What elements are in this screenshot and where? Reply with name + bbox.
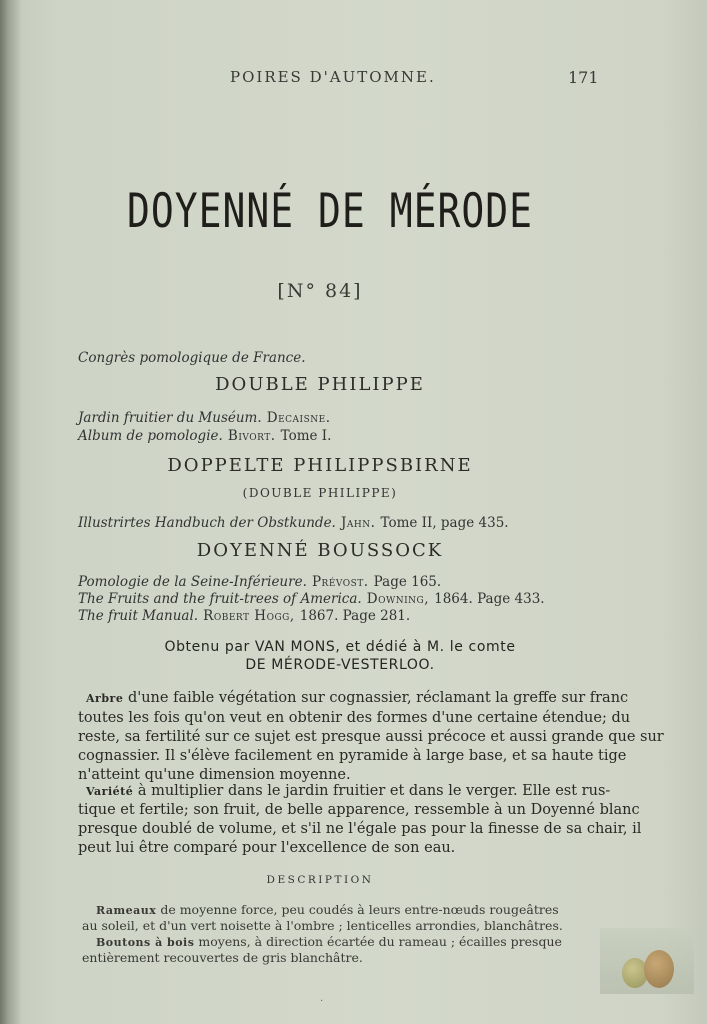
source-work: Pomologie de la Seine-Inférieure. — [78, 574, 307, 590]
synonym-source — [78, 605, 410, 624]
runin-label: Variété — [86, 785, 134, 798]
paragraph-line: tique et fertile; son fruit, de belle apparence, ressemble à un Doyenné blanc — [78, 802, 640, 818]
source-author: Decaisne. — [266, 410, 331, 426]
paragraph-line: cognassier. Il s'élève facilement en pyramide à large base, et sa haute tige — [78, 748, 627, 764]
description-line — [96, 902, 559, 917]
source-author: Downing, — [366, 591, 430, 607]
line-text: de moyenne force, peu coudés à leurs entre-nœuds rougeâtres — [160, 902, 559, 917]
variety-number: [N° 84] — [277, 280, 363, 302]
section-heading: DESCRIPTION — [266, 874, 374, 886]
paragraph-line — [86, 783, 610, 799]
source-author: Jahn. — [340, 515, 376, 531]
runin-label: Arbre — [86, 692, 124, 705]
source-extra: Page 165. — [373, 574, 442, 590]
page-number: 171 — [568, 68, 599, 87]
watermark-image — [600, 928, 694, 994]
source-work: Jardin fruitier du Muséum. — [78, 410, 262, 426]
pear-icon — [644, 950, 674, 988]
source-extra: Tome I. — [280, 428, 332, 444]
source-extra: 1867. Page 281. — [299, 608, 411, 624]
source-work: Album de pomologie. — [78, 428, 223, 444]
synonym-name: DOYENNÉ BOUSSOCK — [196, 540, 444, 561]
source-author: Prévost. — [311, 574, 369, 590]
line-text: à multiplier dans le jardin fruitier et dans le verger. Elle est rus- — [137, 783, 611, 799]
source-work: Illustrirtes Handbuch der Obstkunde. — [78, 515, 336, 531]
page-mark: · — [320, 996, 324, 1007]
line-text: moyens, à direction écartée du rameau ; écailles presque — [198, 934, 562, 949]
runin-label: Boutons à bois — [96, 936, 195, 949]
paragraph-line: peut lui être comparé pour l'excellence de son eau. — [78, 840, 456, 856]
description-line: entièrement recouvertes de gris blanchâtre. — [82, 950, 363, 965]
source-author: Bivort. — [227, 428, 276, 444]
source-work: The Fruits and the fruit-trees of America. — [78, 591, 362, 607]
paragraph-line: toutes les fois qu'on veut en obtenir des formes d'une certaine étendue; du — [78, 710, 631, 726]
description-line: au soleil, et d'un vert noisette à l'ombre ; lenticelles arrondies, blanchâtres. — [82, 918, 563, 933]
synonym-source — [78, 425, 331, 444]
synonym-source — [78, 512, 509, 531]
paragraph-line: n'atteint qu'une dimension moyenne. — [78, 767, 351, 783]
synonym-name: DOUBLE PHILIPPE — [215, 374, 425, 395]
description-line — [96, 934, 562, 949]
origin-line: Obtenu par VAN MONS, et dédié à M. le comte — [164, 639, 516, 655]
source-extra: Tome II, page 435. — [380, 515, 509, 531]
page-header — [0, 68, 707, 92]
runin-label: Rameaux — [96, 904, 157, 917]
synonym-name: DOPPELTE PHILIPPSBIRNE — [167, 455, 473, 476]
source-author: Robert Hogg, — [203, 608, 295, 624]
page-title: DOYENNÉ DE MÉRODE — [127, 183, 533, 238]
synonym-source — [78, 407, 331, 426]
line-text: d'une faible végétation sur cognassier, réclamant la greffe sur franc — [127, 690, 629, 706]
synonym-intro: Congrès pomologique de France. — [78, 350, 306, 366]
origin-line: DE MÉRODE-VESTERLOO. — [245, 657, 435, 673]
source-work: The fruit Manual. — [78, 608, 199, 624]
paragraph-line: presque doublé de volume, et s'il ne l'égale pas pour la finesse de sa chair, il — [78, 821, 642, 837]
paragraph-line: reste, sa fertilité sur ce sujet est presque aussi précoce et aussi grande que sur — [78, 729, 664, 745]
running-head: POIRES D'AUTOMNE. — [230, 68, 436, 86]
source-extra: 1864. Page 433. — [434, 591, 545, 607]
paragraph-line — [86, 690, 628, 706]
synonym-subtitle: (DOUBLE PHILIPPE) — [242, 486, 398, 500]
